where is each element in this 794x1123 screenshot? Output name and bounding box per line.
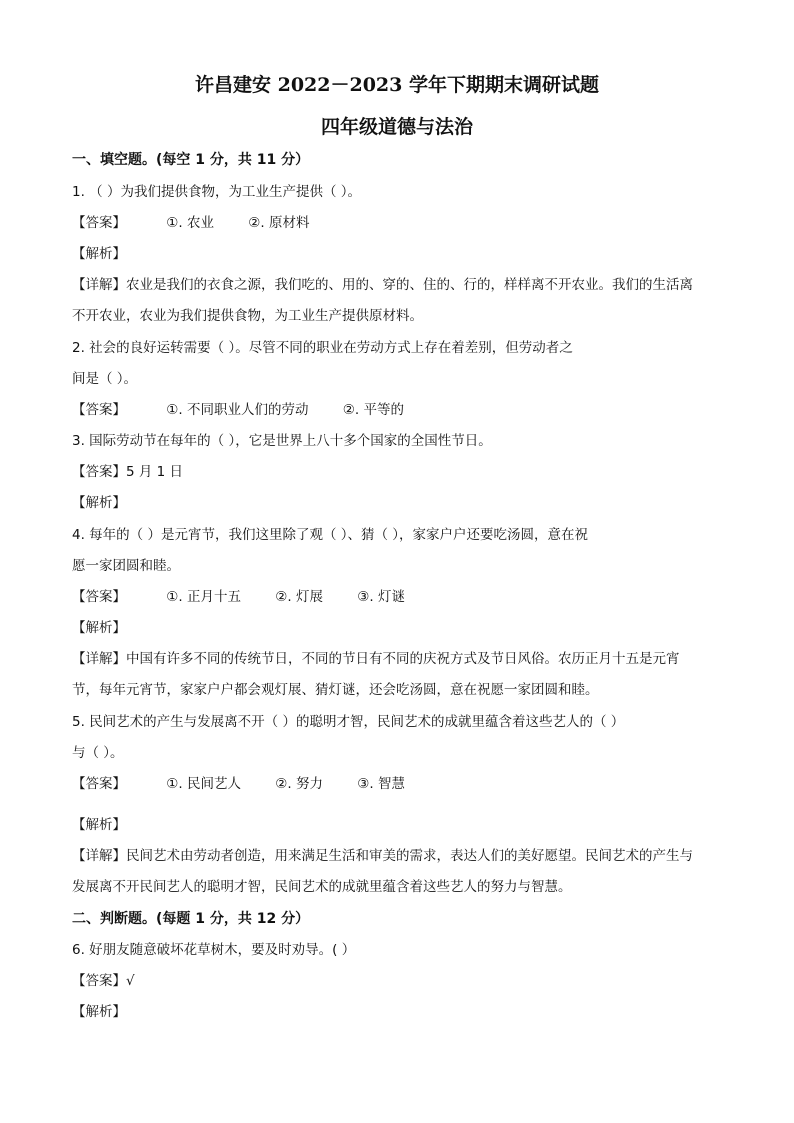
answer-5-part-1: ①. 民间艺人 <box>166 776 241 792</box>
answer-2-part-1: ①. 不同职业人们的劳动 <box>166 402 309 418</box>
answer-2-part-2: ②. 平等的 <box>342 402 404 418</box>
question-2: 2. 社会的良好运转需要（ ）。尽管不同的职业在劳动方式上存在着差别，但劳动者之 <box>72 340 573 356</box>
question-6: 6. 好朋友随意破坏花草树木，要及时劝导。( ） <box>72 942 356 958</box>
detail-1 <box>72 275 732 295</box>
answer-label: 【答案】 <box>72 402 126 418</box>
analysis-6-label: 【解析】 <box>72 1004 126 1020</box>
answer-5-part-2: ②. 努力 <box>275 776 323 792</box>
detail-label: 【详解】 <box>72 848 126 864</box>
answer-label: 【答案】 <box>72 464 126 480</box>
analysis-3-label: 【解析】 <box>72 495 126 511</box>
detail-4-cont: 节，每年元宵节，家家户户都会观灯展、猜灯谜，还会吃汤圆，意在祝愿一家团圆和睦。 <box>72 682 599 698</box>
question-2-cont: 间是（ ）。 <box>72 371 138 387</box>
detail-4 <box>72 649 732 669</box>
answer-1-part-2: ②. 原材料 <box>248 215 310 231</box>
detail-4-text: 中国有许多不同的传统节日，不同的节日有不同的庆祝方式及节日风俗。农历正月十五是元宵 <box>126 651 680 667</box>
answer-5-part-3: ③. 智慧 <box>357 776 405 792</box>
question-5-cont: 与（ ）。 <box>72 745 124 761</box>
question-5: 5. 民间艺术的产生与发展离不开（ ）的聪明才智，民间艺术的成就里蕴含着这些艺人的（ ） <box>72 714 625 730</box>
answer-6-text: √ <box>126 973 135 989</box>
section-fill-heading: 一、填空题。(每空 1 分，共 11 分） <box>72 152 310 168</box>
doc-title: 许昌建安 2022－2023 学年下期期末调研试题 <box>195 74 599 96</box>
answer-label: 【答案】 <box>72 973 126 989</box>
detail-1-cont: 不开农业，农业为我们提供食物，为工业生产提供原材料。 <box>72 308 423 324</box>
question-3: 3. 国际劳动节在每年的（ ），它是世界上八十多个国家的全国性节日。 <box>72 433 492 449</box>
analysis-4-label: 【解析】 <box>72 620 126 636</box>
answer-5 <box>72 774 732 794</box>
detail-5-text: 民间艺术由劳动者创造，用来满足生活和审美的需求，表达人们的美好愿望。民间艺术的产生与 <box>126 848 693 864</box>
answer-label: 【答案】 <box>72 215 126 231</box>
question-1: 1. （ ）为我们提供食物，为工业生产提供（ ）。 <box>72 184 362 200</box>
answer-1 <box>72 213 732 233</box>
answer-4 <box>72 587 732 607</box>
doc-subtitle: 四年级道德与法治 <box>320 116 473 138</box>
answer-2 <box>72 400 732 420</box>
answer-3 <box>72 462 732 482</box>
analysis-5-label: 【解析】 <box>72 817 126 833</box>
detail-5-cont: 发展离不开民间艺人的聪明才智，民间艺术的成就里蕴含着这些艺人的努力与智慧。 <box>72 879 572 895</box>
answer-4-part-2: ②. 灯展 <box>275 589 323 605</box>
detail-1-text: 农业是我们的衣食之源，我们吃的、用的、穿的、住的、行的，样样离不开农业。我们的生活离 <box>126 277 693 293</box>
question-4-cont: 愿一家团圆和睦。 <box>72 558 180 574</box>
answer-1-part-1: ①. 农业 <box>166 215 214 231</box>
analysis-1-label: 【解析】 <box>72 246 126 262</box>
answer-6 <box>72 971 732 991</box>
answer-4-part-3: ③. 灯谜 <box>357 589 405 605</box>
detail-label: 【详解】 <box>72 277 126 293</box>
answer-label: 【答案】 <box>72 776 126 792</box>
detail-5 <box>72 846 732 866</box>
section-judge-heading: 二、判断题。(每题 1 分，共 12 分） <box>72 911 310 927</box>
answer-3-text: 5 月 1 日 <box>126 464 184 480</box>
answer-label: 【答案】 <box>72 589 126 605</box>
detail-label: 【详解】 <box>72 651 126 667</box>
question-4: 4. 每年的（ ）是元宵节，我们这里除了观（ ）、猜（ ），家家户户还要吃汤圆，意在祝 <box>72 527 589 543</box>
answer-4-part-1: ①. 正月十五 <box>166 589 241 605</box>
